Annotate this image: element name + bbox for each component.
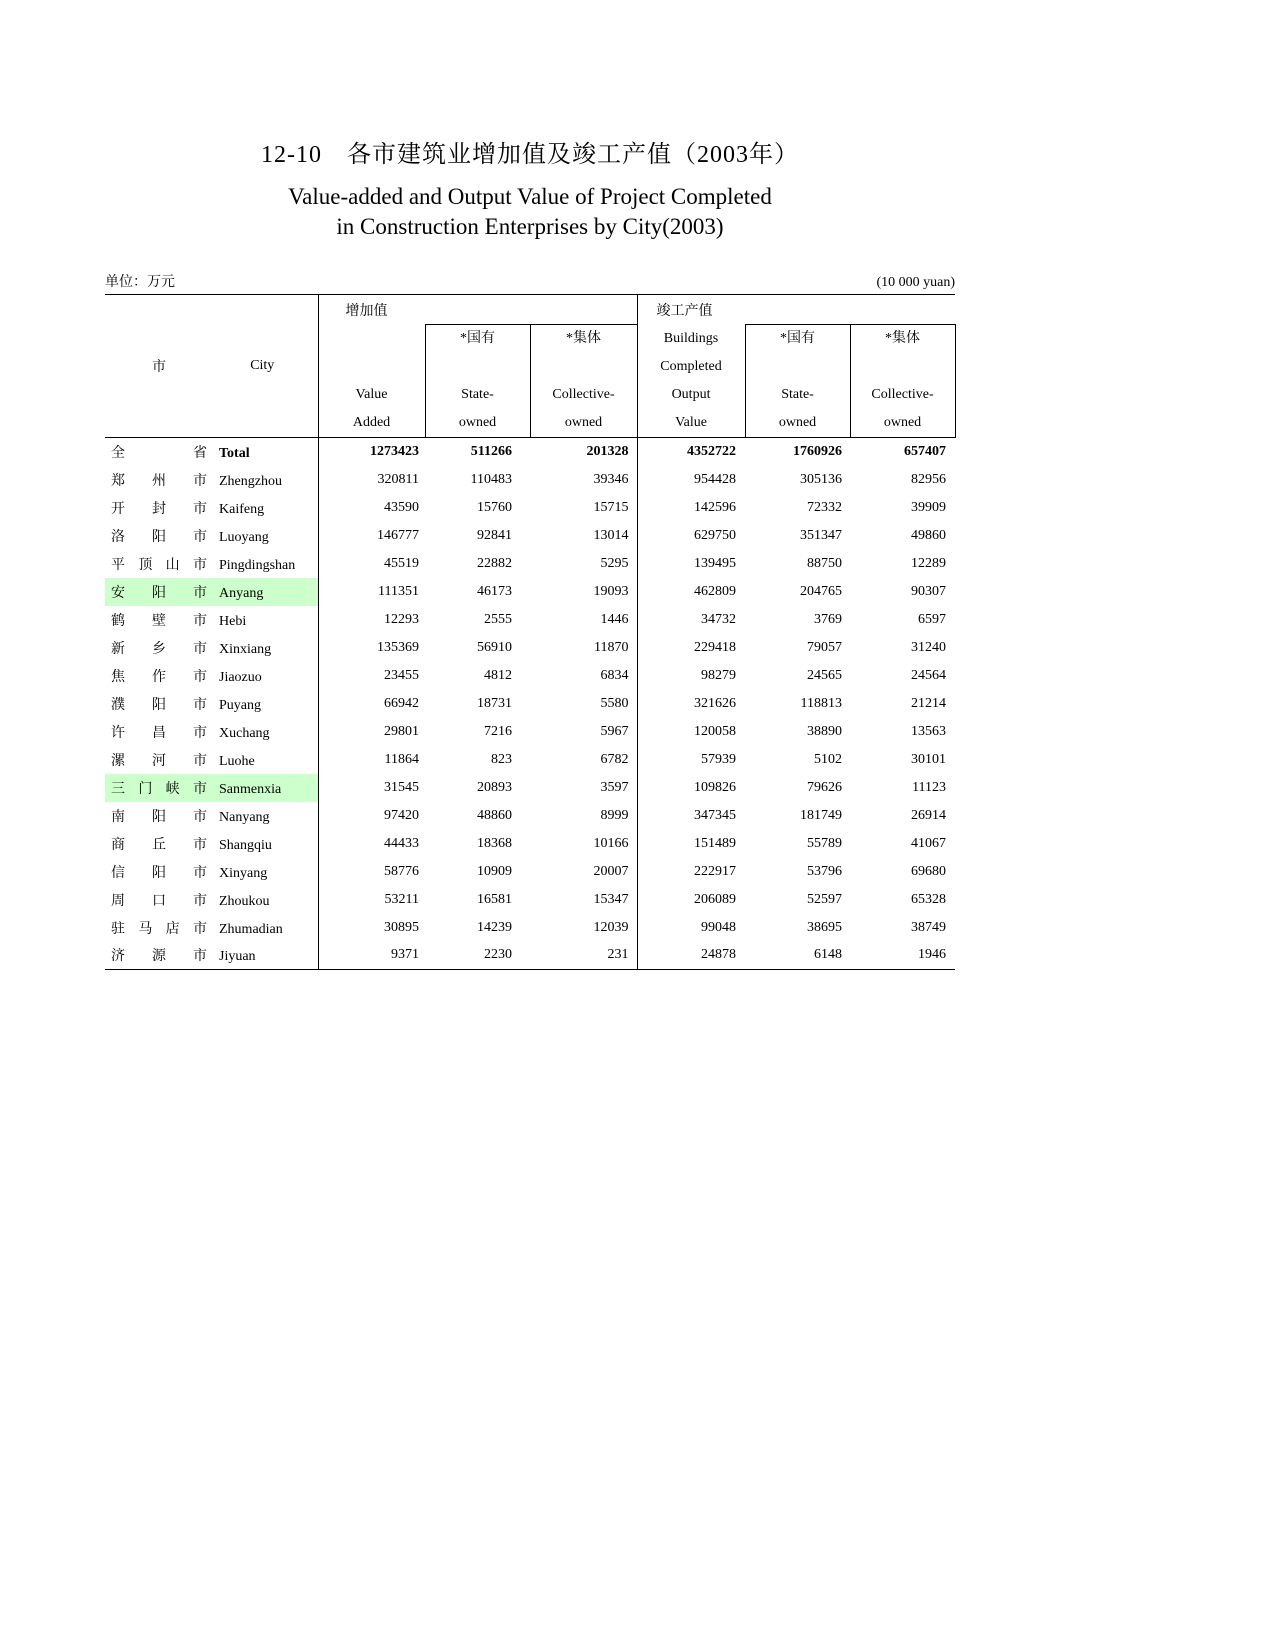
value-cell: 305136 xyxy=(800,471,843,487)
value-cell: 146777 xyxy=(377,527,419,543)
city-cell xyxy=(105,830,318,858)
value-cell: 351347 xyxy=(800,527,843,543)
value-cell: 52597 xyxy=(807,891,843,907)
value-cell: 6782 xyxy=(600,751,629,767)
city-name-zh: 濮阳市 xyxy=(111,697,207,713)
city-cell xyxy=(105,802,318,830)
table-row xyxy=(105,718,955,746)
table-row xyxy=(105,494,955,522)
state-owned-en1-1: State- xyxy=(461,387,494,402)
collective-zh-2: *集体 xyxy=(885,331,921,346)
unit-label-right: (10 000 yuan) xyxy=(876,275,955,290)
title-english-line1: Value-added and Output Value of Project Completed xyxy=(288,184,772,209)
value-cell: 231 xyxy=(607,947,629,963)
value-cell: 20007 xyxy=(593,863,629,879)
table-row xyxy=(105,914,955,942)
value-cell: 23455 xyxy=(384,667,419,683)
value-cell: 6148 xyxy=(814,947,843,963)
city-cell xyxy=(105,886,318,914)
value-cell: 34732 xyxy=(637,606,745,634)
city-cell xyxy=(105,522,318,550)
table-row xyxy=(105,802,955,830)
value-cell: 511266 xyxy=(470,443,512,459)
city-cell xyxy=(105,718,318,746)
city-name-en: Zhoukou xyxy=(219,893,270,909)
city-cell xyxy=(105,942,318,970)
city-name-zh: 安阳市 xyxy=(111,585,207,601)
value-cell: 5967 xyxy=(600,723,629,739)
value-cell: 4352722 xyxy=(637,438,745,466)
city-name-zh: 开封市 xyxy=(111,501,207,517)
city-cell xyxy=(105,550,318,578)
city-cell xyxy=(105,606,318,634)
city-name-en: Xinyang xyxy=(219,865,268,881)
city-name-en: Pingdingshan xyxy=(219,557,296,573)
city-cell xyxy=(105,774,318,802)
value-cell: 222917 xyxy=(637,858,745,886)
value-cell: 90307 xyxy=(911,583,947,599)
value-cell: 3769 xyxy=(814,611,843,627)
collective-en1-1: Collective- xyxy=(552,387,615,402)
unit-label-left: 单位：万元 xyxy=(105,275,175,290)
value-cell: 16581 xyxy=(477,891,512,907)
value-cell: 55789 xyxy=(807,835,843,851)
city-cell xyxy=(105,690,318,718)
city-cell xyxy=(105,746,318,774)
value-cell: 15347 xyxy=(593,891,629,907)
value-cell: 12039 xyxy=(593,919,629,935)
city-cell xyxy=(105,858,318,886)
statistics-table xyxy=(105,294,956,970)
group-header-completed-output: 竣工产值 xyxy=(637,295,955,325)
city-cell xyxy=(105,914,318,942)
value-cell: 11870 xyxy=(594,639,629,655)
value-cell: 98279 xyxy=(637,662,745,690)
value-cell: 56910 xyxy=(477,639,512,655)
table-row xyxy=(105,690,955,718)
value-cell: 201328 xyxy=(586,443,629,459)
value-cell: 31240 xyxy=(911,639,947,655)
state-owned-en2-1: owned xyxy=(458,415,497,430)
value-cell: 111351 xyxy=(378,583,419,599)
value-cell: 629750 xyxy=(637,522,745,550)
value-cell: 20893 xyxy=(477,779,512,795)
city-column-header xyxy=(105,295,318,438)
value-cell: 22882 xyxy=(477,555,512,571)
city-name-zh: 驻马店市 xyxy=(111,921,207,937)
state-owned-zh-1: *国有 xyxy=(460,331,495,346)
table-row xyxy=(105,886,955,914)
value-cell: 2555 xyxy=(484,611,512,627)
group-header-value-added: 增加值 xyxy=(345,303,388,319)
value-cell: 82956 xyxy=(911,471,947,487)
city-name-zh: 洛阳市 xyxy=(111,529,207,545)
value-cell: 49860 xyxy=(911,527,947,543)
table-row xyxy=(105,774,955,802)
value-cell: 347345 xyxy=(637,802,745,830)
table-row xyxy=(105,606,955,634)
value-cell: 15760 xyxy=(477,499,512,515)
value-cell: 1760926 xyxy=(793,443,843,459)
value-cell: 43590 xyxy=(384,499,419,515)
value-cell: 41067 xyxy=(911,835,947,851)
table-row xyxy=(105,522,955,550)
city-cell xyxy=(105,634,318,662)
city-name-zh: 郑州市 xyxy=(111,473,207,489)
value-cell: 120058 xyxy=(637,718,745,746)
city-name-en: Anyang xyxy=(219,585,264,601)
city-name-zh: 南阳市 xyxy=(111,809,207,825)
value-cell: 38749 xyxy=(911,919,947,935)
value-cell: 7216 xyxy=(484,723,512,739)
completed-line3: Output xyxy=(671,386,711,402)
value-cell: 24564 xyxy=(911,667,947,683)
city-name-en: Puyang xyxy=(219,697,261,713)
table-row xyxy=(105,550,955,578)
value-cell: 1273423 xyxy=(370,443,419,459)
city-name-en: Jiaozuo xyxy=(219,669,262,685)
group-header-row xyxy=(105,295,955,325)
city-header-zh: 市 xyxy=(152,360,166,375)
value-cell: 65328 xyxy=(911,891,947,907)
value-cell: 1446 xyxy=(600,611,629,627)
collective-en2-1: owned xyxy=(564,415,603,430)
city-name-en: Total xyxy=(219,445,250,461)
value-cell: 88750 xyxy=(807,555,843,571)
value-cell: 48860 xyxy=(477,807,512,823)
value-cell: 954428 xyxy=(637,466,745,494)
value-cell: 29801 xyxy=(384,723,419,739)
city-name-en: Shangqiu xyxy=(219,837,272,853)
value-added-line2: Added xyxy=(352,414,391,430)
value-cell: 139495 xyxy=(637,550,745,578)
collective-en1-2: Collective- xyxy=(871,387,934,402)
value-cell: 79057 xyxy=(807,639,843,655)
value-cell: 118813 xyxy=(800,695,843,711)
city-name-en: Zhumadian xyxy=(219,921,283,937)
table-row xyxy=(105,942,955,970)
value-cell: 58776 xyxy=(384,863,419,879)
city-name-zh: 信阳市 xyxy=(111,865,207,881)
city-name-en: Kaifeng xyxy=(219,501,265,517)
value-cell: 5102 xyxy=(814,751,843,767)
value-cell: 66942 xyxy=(384,695,419,711)
value-cell: 10909 xyxy=(477,863,512,879)
value-cell: 26914 xyxy=(911,807,947,823)
value-cell: 69680 xyxy=(911,863,947,879)
value-cell: 39909 xyxy=(911,499,947,515)
city-name-zh: 三门峡市 xyxy=(111,781,207,797)
value-cell: 12293 xyxy=(384,611,419,627)
value-cell: 30101 xyxy=(911,751,947,767)
value-cell: 72332 xyxy=(807,499,843,515)
city-cell xyxy=(105,578,318,606)
value-cell: 18731 xyxy=(477,695,512,711)
value-cell: 15715 xyxy=(593,499,629,515)
city-cell xyxy=(105,494,318,522)
value-cell: 2230 xyxy=(484,947,512,963)
city-name-zh: 平顶山市 xyxy=(111,557,207,573)
value-cell: 151489 xyxy=(637,830,745,858)
table-row xyxy=(105,830,955,858)
title-chinese: 12-10 各市建筑业增加值及竣工产值（2003年） xyxy=(261,142,799,168)
value-cell: 6597 xyxy=(918,611,947,627)
city-name-zh: 漯河市 xyxy=(111,753,207,769)
value-cell: 3597 xyxy=(600,779,629,795)
col-header-state-owned-2 xyxy=(745,325,850,438)
value-cell: 109826 xyxy=(637,774,745,802)
state-owned-zh-2: *国有 xyxy=(780,331,816,346)
value-cell: 12289 xyxy=(911,555,947,571)
value-cell: 13014 xyxy=(593,527,629,543)
value-cell: 229418 xyxy=(637,634,745,662)
table-row xyxy=(105,662,955,690)
value-cell: 38695 xyxy=(807,919,843,935)
table-row xyxy=(105,858,955,886)
city-name-zh: 商丘市 xyxy=(111,837,207,853)
value-cell: 14239 xyxy=(477,919,512,935)
value-cell: 30895 xyxy=(384,919,419,935)
value-cell: 5580 xyxy=(600,695,629,711)
col-header-collective-owned-1 xyxy=(530,325,637,438)
value-cell: 99048 xyxy=(637,914,745,942)
value-cell: 92841 xyxy=(477,527,512,543)
city-name-en: Jiyuan xyxy=(219,949,256,965)
value-cell: 53211 xyxy=(384,891,419,907)
value-cell: 6834 xyxy=(600,667,629,683)
value-cell: 57939 xyxy=(637,746,745,774)
col-header-collective-owned-2 xyxy=(850,325,955,438)
value-cell: 110483 xyxy=(470,471,512,487)
value-cell: 45519 xyxy=(384,555,419,571)
city-name-zh: 济源市 xyxy=(111,949,207,965)
value-cell: 44433 xyxy=(384,835,419,851)
city-name-en: Luohe xyxy=(219,753,255,769)
city-name-en: Luoyang xyxy=(219,529,269,545)
city-cell xyxy=(105,662,318,690)
city-name-en: Xuchang xyxy=(219,725,270,741)
value-cell: 321626 xyxy=(637,690,745,718)
city-name-zh: 焦作市 xyxy=(111,669,207,685)
col-header-state-owned-1 xyxy=(425,325,530,438)
completed-line4: Value xyxy=(675,414,707,430)
city-name-zh: 鹤壁市 xyxy=(111,613,207,629)
value-added-line1: Value xyxy=(355,386,388,402)
value-cell: 1946 xyxy=(918,947,947,963)
state-owned-en2-2: owned xyxy=(778,415,817,430)
value-cell: 24878 xyxy=(637,942,745,970)
city-name-zh: 周口市 xyxy=(111,893,207,909)
title-english-line2: in Construction Enterprises by City(2003) xyxy=(336,214,724,239)
value-cell: 18368 xyxy=(477,835,512,851)
completed-line1: Buildings xyxy=(663,330,719,346)
value-cell: 19093 xyxy=(593,583,629,599)
value-cell: 142596 xyxy=(637,494,745,522)
state-owned-en1-2: State- xyxy=(781,387,814,402)
city-name-en: Sanmenxia xyxy=(219,781,282,797)
collective-en2-2: owned xyxy=(883,415,922,430)
value-cell: 10166 xyxy=(593,835,629,851)
completed-line2: Completed xyxy=(660,358,722,374)
city-name-en: Zhengzhou xyxy=(219,473,282,489)
value-cell: 46173 xyxy=(477,583,512,599)
value-cell: 38890 xyxy=(807,723,843,739)
city-name-en: Xinxiang xyxy=(219,641,272,657)
value-cell: 53796 xyxy=(807,863,843,879)
city-name-zh: 新乡市 xyxy=(111,641,207,657)
city-cell xyxy=(105,466,318,494)
value-cell: 135369 xyxy=(377,639,419,655)
city-header-en: City xyxy=(250,358,275,373)
city-name-en: Hebi xyxy=(219,613,247,629)
value-cell: 21214 xyxy=(911,695,947,711)
table-row xyxy=(105,438,955,466)
city-name-zh: 许昌市 xyxy=(111,725,207,741)
value-cell: 320811 xyxy=(377,471,419,487)
value-cell: 11123 xyxy=(912,779,947,795)
value-cell: 79626 xyxy=(807,779,843,795)
value-cell: 13563 xyxy=(911,723,947,739)
value-cell: 657407 xyxy=(904,443,947,459)
city-name-en: Nanyang xyxy=(219,809,270,825)
value-cell: 9371 xyxy=(391,947,419,963)
city-name-zh: 全省 xyxy=(111,445,207,461)
value-cell: 181749 xyxy=(800,807,843,823)
city-cell xyxy=(105,438,318,466)
col-header-value-added xyxy=(318,325,425,438)
table-body xyxy=(105,438,955,970)
document-content xyxy=(105,0,955,970)
value-cell: 5295 xyxy=(600,555,629,571)
value-cell: 823 xyxy=(491,751,512,767)
value-cell: 206089 xyxy=(637,886,745,914)
table-header xyxy=(105,295,955,438)
value-cell: 24565 xyxy=(807,667,843,683)
value-cell: 8999 xyxy=(600,807,629,823)
value-cell: 39346 xyxy=(593,471,629,487)
value-cell: 97420 xyxy=(384,807,419,823)
value-cell: 204765 xyxy=(800,583,843,599)
value-cell: 31545 xyxy=(384,779,419,795)
col-header-buildings-completed xyxy=(637,325,745,438)
value-cell: 4812 xyxy=(484,667,512,683)
value-cell: 11864 xyxy=(384,751,419,767)
table-row xyxy=(105,634,955,662)
unit-row xyxy=(105,274,955,292)
table-row xyxy=(105,746,955,774)
collective-zh-1: *集体 xyxy=(566,331,601,346)
table-row xyxy=(105,466,955,494)
table-row xyxy=(105,578,955,606)
value-cell: 462809 xyxy=(637,578,745,606)
